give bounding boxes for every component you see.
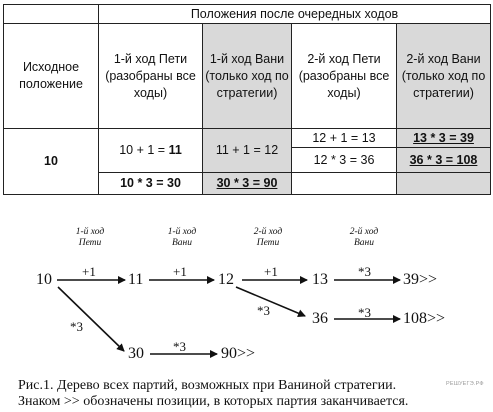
- petya1-cell-a-expr: 10 + 1 =: [119, 143, 169, 157]
- node-13: 13: [312, 271, 328, 288]
- node-12: 12: [218, 271, 234, 288]
- header-main: Положения после очередных ходов: [99, 5, 491, 24]
- column-label-line1: 2-й ход: [253, 227, 283, 237]
- node-90: 90>>: [221, 345, 256, 362]
- column-label-line2: Пети: [256, 238, 280, 248]
- petya2-cell-b: 12 * 3 = 36: [292, 148, 397, 173]
- edge-10-30: [58, 287, 124, 351]
- petya1-cell-a-result: 11: [168, 143, 182, 157]
- column-label-line1: 1-й ход: [75, 227, 105, 237]
- petya2-cell-a: 12 + 1 = 13: [292, 129, 397, 148]
- vanya2-cell-a-text: 13 * 3 = 39: [413, 130, 474, 145]
- vanya2-cell-b-text: 36 * 3 = 108: [409, 152, 478, 167]
- header-vanya-move-1: 1-й ход Вани (только ход по стратегии): [203, 24, 292, 129]
- column-label-line1: 2-й ход: [349, 227, 379, 237]
- initial-position-cell: 10: [4, 129, 99, 195]
- header-petya-move-1: 1-й ход Пети (разобраны все ходы): [99, 24, 203, 129]
- column-label-line1: 1-й ход: [167, 227, 197, 237]
- vanya1-cell-b-text: 30 * 3 = 90: [216, 176, 278, 190]
- edge-label-12-13: +1: [264, 264, 278, 279]
- vanya1-cell-a: 11 + 1 = 12: [203, 129, 292, 173]
- figure-caption-line1: Рис.1. Дерево всех партий, возможных при Ваниной стратегии.: [18, 378, 397, 393]
- figure-caption-line2: Знаком >> обозначены позиции, в которых партия заканчивается.: [18, 394, 409, 409]
- header-vanya-move-2: 2-й ход Вани (только ход по стратегии): [397, 24, 491, 129]
- node-11: 11: [128, 271, 144, 288]
- edge-label-12-36: *3: [257, 303, 270, 318]
- edge-label-11-12: +1: [173, 264, 187, 279]
- column-label-line2: Пети: [78, 238, 102, 248]
- column-label-line2: Вани: [171, 238, 193, 248]
- edge-12-36: [236, 287, 305, 316]
- node-108: 108>>: [403, 310, 446, 327]
- node-39: 39>>: [403, 271, 438, 288]
- edge-label-30-90: *3: [173, 339, 186, 354]
- petya1-cell-b: 10 * 3 = 30: [99, 173, 203, 195]
- header-petya-move-2: 2-й ход Пети (разобраны все ходы): [292, 24, 397, 129]
- edge-label-13-39: *3: [358, 264, 371, 279]
- edge-label-10-11: +1: [82, 264, 96, 279]
- column-label-line2: Вани: [353, 238, 375, 248]
- edge-label-36-108: *3: [358, 305, 371, 320]
- watermark: РЕШУЕГЭ.РФ: [446, 381, 484, 387]
- node-36: 36: [312, 310, 328, 327]
- header-initial: Исходное положение: [4, 24, 99, 129]
- node-30: 30: [128, 345, 144, 362]
- node-10: 10: [36, 271, 52, 288]
- edge-label-10-30: *3: [70, 319, 83, 334]
